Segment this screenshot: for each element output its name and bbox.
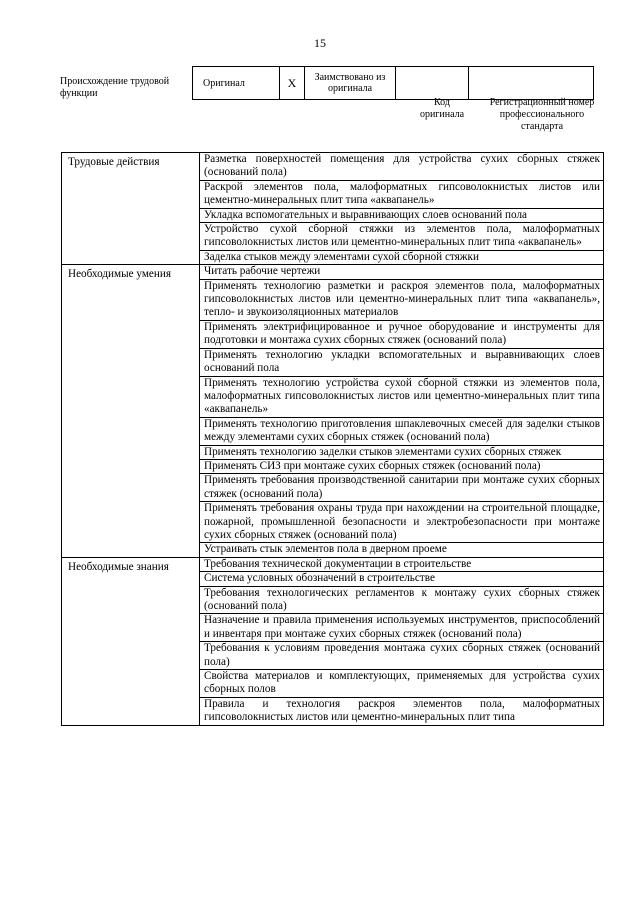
origin-mark-cell: X xyxy=(280,67,305,100)
origin-code-caption: Код оригинала xyxy=(419,97,465,120)
table-cell: Требования технологических регламентов к монтажу сухих сборных стяжек (оснований пола) xyxy=(200,586,604,614)
function-table xyxy=(61,152,604,726)
table-cell: Применять технологию устройства сухой сборной стяжки из элементов пола, малоформатных гипсоволокнистых листов или цементно-минеральных плит типа «аквапанель» xyxy=(200,376,604,417)
table-cell: Система условных обозначений в строительстве xyxy=(200,572,604,586)
table-cell: Назначение и правила применения используемых инструментов, приспособлений и инвентаря при монтаже сухих сборных стяжек (оснований пола) xyxy=(200,614,604,642)
origin-reg-caption: Регистрационный номер профессионального стандарта xyxy=(489,97,595,132)
table-cell: Применять технологию разметки и раскроя элементов пола, малоформатных гипсоволокнистых листов или цементно-минеральных плит типа «аквапанель», тепло- и звукоизоляционных материалов xyxy=(200,279,604,320)
page-number: 15 xyxy=(314,36,326,50)
section-required-knowledge-label: Необходимые знания xyxy=(62,557,200,725)
table-cell: Применять электрифицированное и ручное оборудование и инструменты для подготовки и монтажа сухих сборных стяжек (оснований пола) xyxy=(200,320,604,348)
table-cell: Свойства материалов и комплектующих, применяемых для устройства сухих сборных полов xyxy=(200,670,604,698)
table-cell: Разметка поверхностей помещения для устройства сухих сборных стяжек (оснований пола) xyxy=(200,153,604,181)
table-cell: Укладка вспомогательных и выравнивающих слоев оснований пола xyxy=(200,208,604,222)
table-cell: Раскрой элементов пола, малоформатных гипсоволокнистых листов или цементно-минеральных плит типа «аквапанель» xyxy=(200,180,604,208)
table-row xyxy=(62,153,604,181)
table-cell: Применять технологию заделки стыков элементами сухих сборных стяжек xyxy=(200,445,604,459)
origin-table xyxy=(192,66,594,100)
function-table-body xyxy=(62,153,604,726)
table-cell: Требования технической документации в строительстве xyxy=(200,557,604,571)
section-required-skills-label: Необходимые умения xyxy=(62,265,200,558)
table-cell: Правила и технология раскроя элементов пола, малоформатных гипсоволокнистых листов или цементно-минеральных плит типа xyxy=(200,697,604,725)
origin-reg-cell xyxy=(469,67,594,100)
table-cell: Требования к условиям проведения монтажа сухих сборных стяжек (оснований пола) xyxy=(200,642,604,670)
table-cell: Применять технологию укладки вспомогательных и выравнивающих слоев оснований пола xyxy=(200,348,604,376)
table-cell: Применять требования производственной санитарии при монтаже сухих сборных стяжек (оснований пола) xyxy=(200,474,604,502)
origin-label: Происхождение трудовой функции xyxy=(60,76,170,99)
origin-borrowed-cell: Заимствовано из оригинала xyxy=(305,67,396,100)
origin-original-cell: Оригинал xyxy=(193,67,280,100)
table-row xyxy=(62,557,604,571)
table-cell: Читать рабочие чертежи xyxy=(200,265,604,279)
table-cell: Устройство сухой сборной стяжки из элементов пола, малоформатных гипсоволокнистых листов или цементно-минеральных плит типа «аквапанель» xyxy=(200,223,604,251)
table-cell: Применять требования охраны труда при нахождении на строительной площадке, пожарной, промышленной безопасности и электробезопасности при монтаже сухих сборных стяжек (оснований пола) xyxy=(200,502,604,543)
table-cell: Устраивать стык элементов пола в дверном проеме xyxy=(200,543,604,557)
origin-code-cell xyxy=(396,67,469,100)
table-row xyxy=(62,265,604,279)
table-cell: Применять технологию приготовления шпаклевочных смесей для заделки стыков между элементами сухих сборных стяжек (оснований пола) xyxy=(200,417,604,445)
table-cell: Заделка стыков между элементами сухой сборной стяжки xyxy=(200,250,604,264)
table-cell: Применять СИЗ при монтаже сухих сборных стяжек (оснований пола) xyxy=(200,459,604,473)
section-labor-actions-label: Трудовые действия xyxy=(62,153,200,265)
